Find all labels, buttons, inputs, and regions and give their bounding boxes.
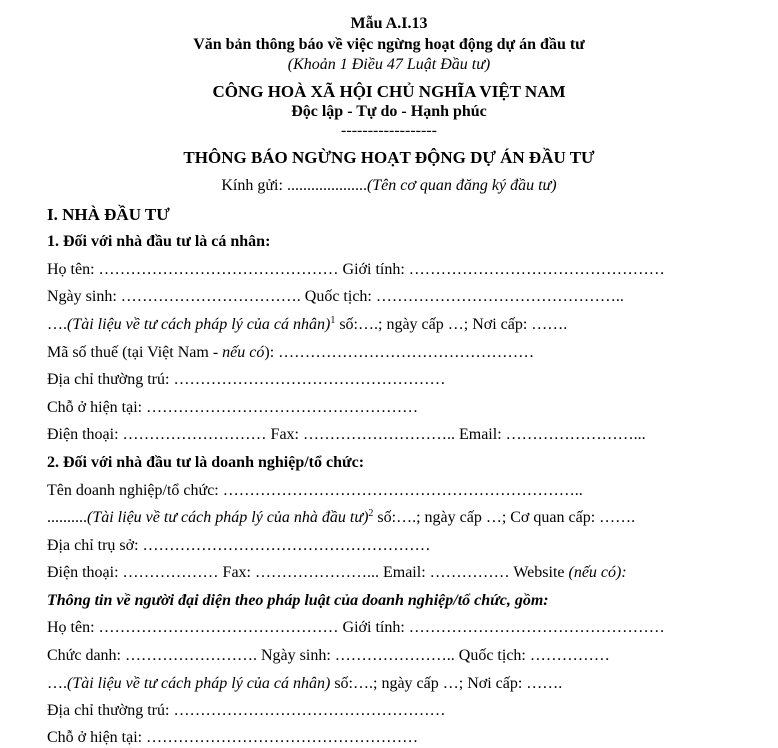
org-website-hint: (nếu có): bbox=[568, 564, 627, 581]
national-motto: Độc lập - Tự do - Hạnh phúc bbox=[291, 103, 487, 120]
organization-legal-doc-line bbox=[47, 509, 635, 527]
legal-doc-details: số:….; ngày cấp …; Nơi cấp: ……. bbox=[335, 316, 568, 333]
legal-representative-heading: Thông tin về người đại diện theo pháp luật của doanh nghiệp/tổ chức, gồm: bbox=[47, 592, 549, 609]
organization-name-line: Tên doanh nghiệp/tổ chức: ………………………………………………………….. bbox=[47, 482, 583, 499]
organization-contact-line bbox=[47, 564, 627, 582]
individual-heading: 1. Đối với nhà đầu tư là cá nhân: bbox=[47, 233, 271, 250]
individual-legal-doc-line bbox=[47, 316, 567, 334]
representative-title-dob-nationality-line: Chức danh: ……………………. Ngày sinh: ………………….. Quốc tịch: …………… bbox=[47, 647, 610, 664]
addressee-line bbox=[0, 177, 778, 195]
org-legal-doc-details: số:….; ngày cấp …; Cơ quan cấp: ……. bbox=[373, 509, 636, 526]
document-title: Văn bản thông báo về việc ngừng hoạt động dự án đầu tư bbox=[193, 36, 585, 53]
rep-legal-doc-hint: (Tài liệu về tư cách pháp lý của cá nhân) bbox=[67, 675, 331, 692]
individual-dob-nationality-line: Ngày sinh: ……………………………. Quốc tịch: ……………………………………….. bbox=[47, 288, 624, 305]
org-legal-doc-hint: (Tài liệu về tư cách pháp lý của nhà đầu tư) bbox=[87, 509, 369, 526]
addressee-label: Kính gửi: .................... bbox=[221, 177, 367, 194]
footnote-marker: 1 bbox=[330, 315, 336, 326]
legal-doc-hint: (Tài liệu về tư cách pháp lý của cá nhân) bbox=[67, 316, 331, 333]
individual-contact-line: Điện thoại: ……………………… Fax: ……………………….. Email: ……………………... bbox=[47, 426, 646, 443]
individual-tax-code-line bbox=[47, 344, 534, 362]
section-investor-heading: I. NHÀ ĐẦU TƯ bbox=[47, 205, 170, 224]
footnote-marker: 2 bbox=[368, 508, 374, 519]
representative-current-residence-line: Chỗ ở hiện tại: …………………………………………… bbox=[47, 729, 419, 746]
individual-permanent-address-line: Địa chỉ thường trú: …………………………………………… bbox=[47, 371, 446, 388]
country-name: CÔNG HOÀ XÃ HỘI CHỦ NGHĨA VIỆT NAM bbox=[212, 82, 566, 101]
form-number: Mẫu A.I.13 bbox=[350, 15, 428, 32]
representative-legal-doc-line bbox=[47, 675, 562, 693]
tax-code-rest: ): ………………………………………… bbox=[264, 344, 535, 361]
rep-legal-doc-details: số:….; ngày cấp …; Nơi cấp: ……. bbox=[330, 675, 563, 692]
individual-current-residence-line: Chỗ ở hiện tại: …………………………………………… bbox=[47, 399, 419, 416]
org-contact-fields: Điện thoại: ……………… Fax: …………………... Email: …………… Website bbox=[47, 564, 569, 581]
tax-code-hint: nếu có bbox=[222, 344, 265, 361]
header-separator: ------------------ bbox=[341, 122, 437, 139]
individual-name-gender-line: Họ tên: ……………………………………… Giới tính: ………………………………………… bbox=[47, 261, 665, 278]
legal-doc-prefix: …. bbox=[47, 316, 67, 333]
representative-name-gender-line: Họ tên: ……………………………………… Giới tính: ………………………………………… bbox=[47, 619, 665, 636]
org-legal-doc-prefix: .......... bbox=[47, 509, 87, 526]
legal-reference: (Khoản 1 Điều 47 Luật Đầu tư) bbox=[287, 56, 491, 73]
rep-legal-doc-prefix: …. bbox=[47, 675, 67, 692]
addressee-hint: (Tên cơ quan đăng ký đầu tư) bbox=[366, 177, 557, 194]
notice-title: THÔNG BÁO NGỪNG HOẠT ĐỘNG DỰ ÁN ĐẦU TƯ bbox=[183, 148, 595, 167]
organization-headquarters-line: Địa chỉ trụ sở: ……………………………………………… bbox=[47, 537, 431, 554]
organization-heading: 2. Đối với nhà đầu tư là doanh nghiệp/tổ chức: bbox=[47, 454, 365, 471]
representative-permanent-address-line: Địa chỉ thường trú: …………………………………………… bbox=[47, 702, 446, 719]
tax-code-prefix: Mã số thuế (tại Việt Nam - bbox=[47, 344, 223, 361]
